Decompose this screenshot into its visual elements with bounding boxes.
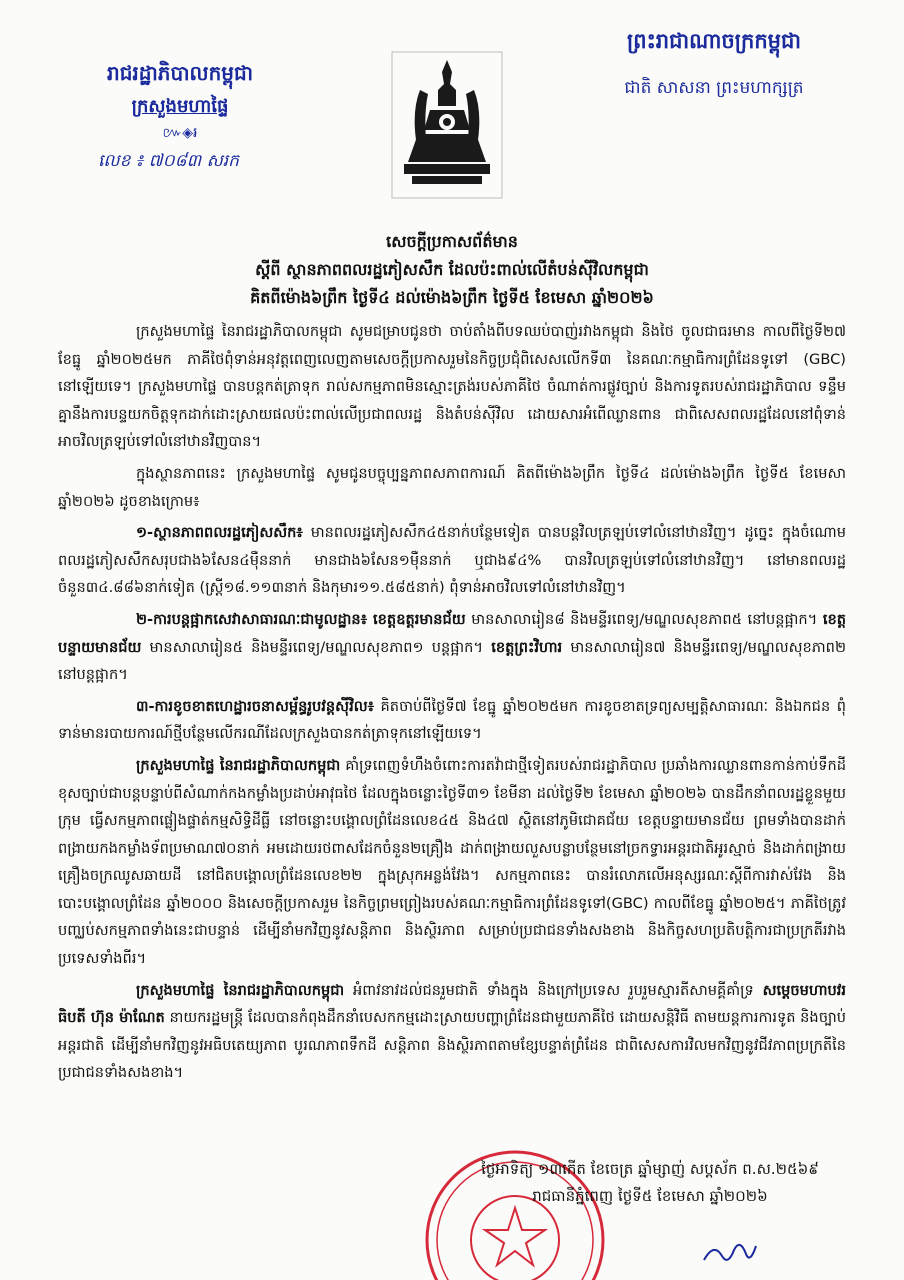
paragraph-appeal-text-b: នាយករដ្ឋមន្ត្រី ដែលបានកំពុងដឹកនាំបេសកកម្មដោះស្រាយបញ្ហាព្រំដែនជាមួយភាគីថៃ ដោយសន្តិវិធី តាមយន្តការការទូត និងច្បាប់អន្តរជាតិ ដើម្បីនាំមកវិញនូវអធិបតេយ្យភាព បូរណភាពទឹកដី សន្តិភាព និងស្ថិរភាពតាមខ្សែបន្ទាត់ព្រំដែន ជាពិសេសការវិលមកវិញនូវជីវភាពប្រក្រតីនៃប្រជាជនទាំងសងខាង។ bbox=[58, 1009, 846, 1082]
paragraph-protest bbox=[58, 752, 846, 973]
section-refugees bbox=[58, 519, 846, 602]
paragraph-protest-heading: ក្រសួងមហាផ្ទៃ នៃរាជរដ្ឋាភិបាលកម្ពុជា bbox=[136, 756, 341, 774]
province-banteay-meanchey: ខេត្តបន្ទាយមានជ័យ bbox=[58, 610, 847, 656]
section-damage-text: គិតចាប់ពីថ្ងៃទី៧ ខែធ្នូ ឆ្នាំ២០២៥មក ការខូចខាតទ្រព្យសម្បត្តិសាធារណៈ និងឯកជន ពុំទាន់មានរបាយការណ៍ថ្មីបន្ថែមលើករណីដែលក្រសួងបានកត់ត្រាទុកនៅឡើយទេ។ bbox=[58, 697, 846, 743]
document-body bbox=[58, 318, 846, 1091]
prime-minister-name: សម្តេចមហាបវរធិបតី ហ៊ុន ម៉ាណែត bbox=[58, 981, 846, 1027]
section-services bbox=[58, 606, 846, 689]
paragraph-appeal-text-a: អំពាវនាវដល់ជនរួមជាតិ ទាំងក្នុង និងក្រៅប្រទេស រួបរួមស្មារតីសាមគ្គីគាំទ្រ bbox=[344, 981, 763, 999]
title-subject: ស្តីពី ស្ថានភាពពលរដ្ឋភៀសសឹក ដែលប៉ះពាល់លើតំបន់ស៊ីវិលកម្ពុជា bbox=[255, 260, 649, 279]
title-heading: សេចក្តីប្រកាសព័ត៌មាន bbox=[386, 232, 518, 251]
kingdom-name: ព្រះរាជាណាចក្រកម្ពុជា bbox=[626, 29, 801, 53]
signature-icon bbox=[700, 1238, 760, 1268]
section-damage bbox=[58, 693, 846, 748]
title-period: គិតពីម៉ោង៦ព្រឹក ថ្ងៃទី៤ ដល់ម៉ោង៦ព្រឹក ថ្ងៃទី៥ ខែមេសា ឆ្នាំ២០២៦ bbox=[250, 288, 654, 307]
issue-date: រាជធានីភ្នំពេញ ថ្ងៃទី៥ ខែមេសា ឆ្នាំ២០២៦ bbox=[532, 1187, 768, 1205]
national-motto: ជាតិ សាសនា ព្រះមហាក្សត្រ bbox=[624, 78, 804, 98]
document-title bbox=[60, 228, 844, 312]
ornament-divider: ៚◈៛ bbox=[162, 125, 198, 141]
paragraph-update: ក្នុងស្ថានភាពនេះ ក្រសួងមហាផ្ទៃ សូមជូនបច្ចុប្បន្នភាពសភាពការណ៍ គិតពីម៉ោង៦ព្រឹក ថ្ងៃទី៤ ដល់ម៉ោង៦ព្រឹក ថ្ងៃទី៥ ខែមេសា ឆ្នាំ២០២៦ ដូចខាងក្រោម៖ bbox=[58, 464, 846, 510]
ministry-name: ក្រសួងមហាផ្ទៃ bbox=[131, 96, 229, 117]
document-footer bbox=[440, 1156, 860, 1210]
section-refugees-text: មានពលរដ្ឋភៀសសឹក៤៥នាក់បន្ថែមទៀត បានបន្តវិលត្រឡប់ទៅលំនៅឋានវិញ។ ដូច្នេះ ក្នុងចំណោមពលរដ្ឋភៀសសឹកសរុបជាង៦សែន៤ម៉ឺននាក់ មានជាង៦សែន១ម៉ឺននាក់ ឬជាង៩៤% បានវិលត្រឡប់ទៅលំនៅឋានវិញ។ នៅមានពលរដ្ឋចំនួន៣៤.៨៨៦នាក់ទៀត (ស្ត្រី១៨.១១៣នាក់ និងកុមារ១១.៥៨៥នាក់) ពុំទាន់អាចវិលទៅលំនៅឋានវិញ។ bbox=[58, 524, 846, 597]
section-services-heading: ២-ការបន្តផ្អាកសេវាសាធារណៈជាមូលដ្ឋាន៖ ខេត្តឧត្តរមានជ័យ bbox=[136, 610, 466, 628]
section-refugees-heading: ១-ស្ថានភាពពលរដ្ឋភៀសសឹក៖ bbox=[136, 524, 303, 542]
paragraph-appeal bbox=[58, 977, 846, 1087]
lunar-date: ថ្ងៃអាទិត្យ ១៣កើត ខែចេត្រ ឆ្នាំម្សាញ់ សប្តស័ក ព.ស.២៥៦៩ bbox=[481, 1160, 819, 1178]
paragraph-intro: ក្រសួងមហាផ្ទៃ នៃរាជរដ្ឋាភិបាលកម្ពុជា សូមជម្រាបជូនថា ចាប់តាំងពីបទឈប់បាញ់រវាងកម្ពុជា និងថៃ ចូលជាធរមាន កាលពីថ្ងៃទី២៧ ខែធ្នូ ឆ្នាំ២០២៥មក ភាគីថៃពុំទាន់អនុវត្តពេញលេញតាមសេចក្តីប្រកាសរួមនៃកិច្ចប្រជុំពិសេសលើកទី៣ នៃគណៈកម្មាធិការព្រំដែនទូទៅ (GBC) នៅឡើយទេ។ ក្រសួងមហាផ្ទៃ បានបន្តកត់ត្រាទុក រាល់សកម្មភាពមិនស្មោះត្រង់របស់ភាគីថៃ ចំណាត់ការផ្លូវច្បាប់ និងការទូតរបស់រាជរដ្ឋាភិបាល ទន្ទឹមគ្នានឹងការបន្ទយកចិត្តទុកដាក់ដោះស្រាយផលប៉ះពាល់លើប្រជាពលរដ្ឋ និងតំបន់ស៊ីវិល ដោយសារអំពើឈ្លានពាន ជាពិសេសពលរដ្ឋដែលនៅពុំទាន់អាចវិលត្រឡប់ទៅលំនៅឋានវិញបាន។ bbox=[58, 323, 846, 451]
section-services-text-a: មានសាលារៀន៨ និងមន្ទីរពេទ្យ/មណ្ឌលសុខភាព៥ នៅបន្តផ្អាក។ bbox=[465, 610, 823, 628]
paragraph-protest-text: គាំទ្រពេញទំហឹងចំពោះការតវ៉ាជាថ្មីទៀតរបស់រាជរដ្ឋាភិបាល ប្រឆាំងការឈ្លានពានកាន់កាប់ទឹកដីខុសច្បាប់ជាបន្តបន្ទាប់ពីសំណាក់កងកម្លាំងប្រដាប់អាវុធថៃ ដែលក្នុងចន្លោះថ្ងៃទី៣១ ខែមីនា ដល់ថ្ងៃទី២ ខែមេសា ឆ្នាំ២០២៦ បានដឹកនាំពលរដ្ឋខ្លួនមួយក្រុម ធ្វើសកម្មភាពផ្លៀងផ្ទាត់កម្មសិទ្ធិដីធ្លី នៅចន្លោះបង្គោលព្រំដែនលេខ៤៥ និង៤៧ ស្ថិតនៅភូមិជោគជ័យ ខេត្តបន្ទាយមានជ័យ ព្រមទាំងបានដាក់ពង្រាយកងកម្លាំងទ័ពប្រមាណ៧០នាក់ អមដោយរថពាសដែកចំនួន២គ្រឿង ដាក់ពង្រាយលួសបន្លាបន្ថែមនៅច្រកទ្វារអន្តរជាតិអូរស្មាច់ និងដាក់ពង្រាយគ្រឿងចក្រឈូសឆាយដី នៅជិតបង្គោលព្រំដែនលេខ២២ ក្នុងស្រុកអន្លង់វែង។ សកម្មភាពនេះ បានរំលោភលើអនុស្សរណៈស្តីពីការវាស់វែង និងបោះបង្គោលព្រំដែន ឆ្នាំ២០០០ និងសេចក្តីប្រកាសរួម នៃកិច្ចព្រមព្រៀងរបស់គណៈកម្មាធិការព្រំដែនទូទៅ(GBC) កាលពីខែធ្នូ ឆ្នាំ២០២៥។ ភាគីថៃត្រូវបញ្ឈប់សកម្មភាពទាំងនេះជាបន្ទាន់ ដើម្បីនាំមកវិញនូវសន្តិភាព និងស្ថិរភាព សម្រាប់ប្រជាជនទាំងសងខាង និងកិច្ចសហប្រតិបត្តិការជាប្រក្រតីរវាងប្រទេសទាំងពីរ។ bbox=[58, 756, 846, 968]
section-services-text-c: មានសាលារៀន៧ និងមន្ទីរពេទ្យ/មណ្ឌលសុខភាព២ នៅបន្តផ្អាក។ bbox=[58, 638, 846, 684]
ministry-header bbox=[60, 60, 300, 175]
kingdom-header bbox=[564, 28, 864, 102]
section-services-text-b: មានសាលារៀន៥ និងមន្ទីរពេទ្យ/មណ្ឌលសុខភាព១ បន្តផ្អាក។ bbox=[141, 638, 492, 656]
government-name: រាជរដ្ឋាភិបាលកម្ពុជា bbox=[107, 61, 253, 85]
royal-emblem-icon bbox=[390, 50, 504, 200]
paragraph-appeal-heading: ក្រសួងមហាផ្ទៃ នៃរាជរដ្ឋាភិបាលកម្ពុជា bbox=[136, 981, 345, 999]
province-preah-vihear: ខេត្តព្រះវិហារ bbox=[491, 638, 563, 656]
section-damage-heading: ៣-ការខូចខាតហេដ្ឋារចនាសម្ព័ន្ធរូបវន្តស៊ីវិល៖ bbox=[136, 697, 375, 715]
reference-number: លេខ ៖ ៧០៨៣ សរក bbox=[98, 151, 239, 171]
